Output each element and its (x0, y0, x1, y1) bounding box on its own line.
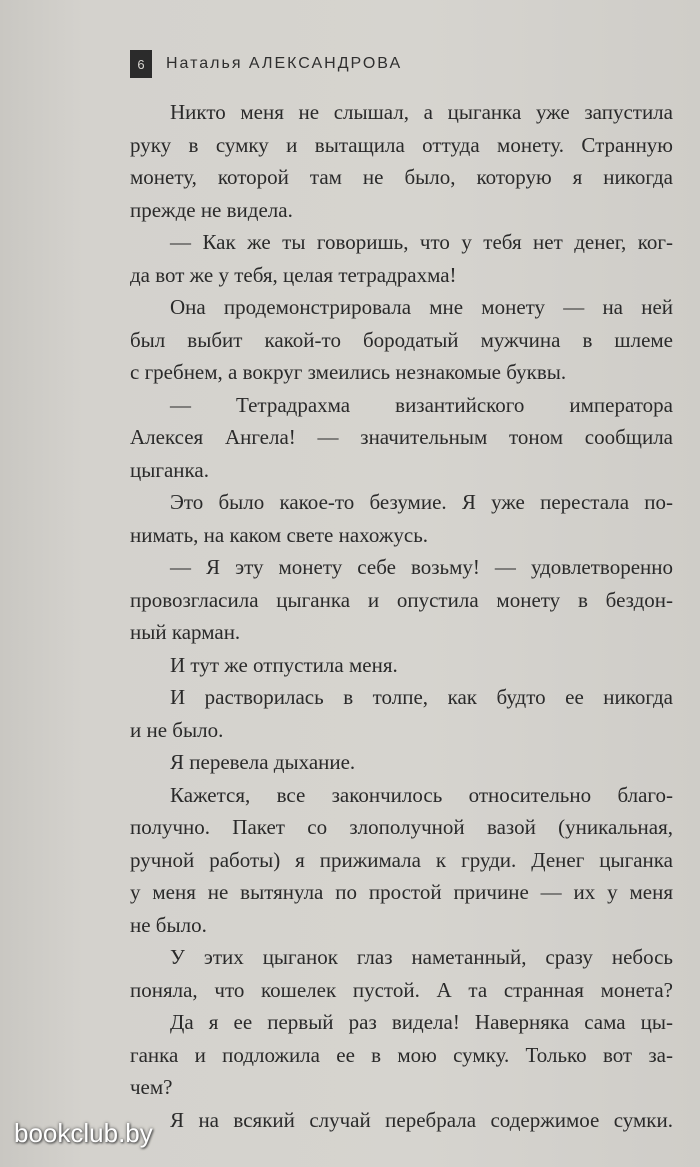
text-line: Она продемонстрировала мне монету — на ней (170, 295, 673, 319)
page-header (130, 50, 402, 78)
text-line: ручной работы) я прижимала к груди. Денег цыганка (130, 847, 673, 872)
watermark: bookclub.by (14, 1118, 153, 1148)
text-line: И растворилась в толпе, как будто ее никогда (170, 685, 673, 709)
text-line: Я перевела дыхание. (170, 750, 356, 774)
running-head: Наталья АЛЕКСАНДРОВА (166, 55, 403, 72)
text-line: поняла, что кошелек пустой. А та странная монета? (130, 977, 673, 1002)
text-line: У этих цыганок глаз наметанный, сразу небось (170, 945, 673, 969)
body-text (130, 96, 673, 1136)
text-line: нимать, на каком свете нахожусь. (130, 522, 429, 547)
text-line: и не было. (130, 717, 224, 742)
text-line: прежде не видела. (130, 197, 293, 222)
text-line: ганка и подложила ее в мою сумку. Только вот за- (130, 1042, 673, 1067)
text-line: не было. (130, 912, 207, 937)
text-line: Это было какое-то безумие. Я уже перестала по- (170, 490, 673, 514)
text-line: руку в сумку и вытащила оттуда монету. Странную (130, 132, 673, 157)
text-line: чем? (130, 1075, 173, 1099)
text-line: провозгласила цыганка и опустила монету в бездон- (130, 587, 673, 612)
text-line: да вот же у тебя, целая тетрадрахма! (130, 262, 457, 287)
text-line: Кажется, все закончилось относительно благо- (170, 782, 673, 807)
text-line: цыганка. (130, 457, 209, 482)
text-line: Алексея Ангела! — значительным тоном сообщила (130, 425, 673, 449)
text-line: был выбит какой-то бородатый мужчина в шлеме (130, 327, 673, 352)
text-line: И тут же отпустила меня. (170, 652, 398, 677)
text-line: получно. Пакет со злополучной вазой (уникальная, (130, 815, 673, 839)
text-line: Никто меня не слышал, а цыганка уже запустила (170, 100, 673, 124)
text-line: ный карман. (130, 620, 241, 644)
text-line: Да я ее первый раз видела! Наверняка сама цы- (170, 1010, 673, 1034)
text-line: с гребнем, а вокруг змеились незнакомые буквы. (130, 360, 567, 384)
text-line: — Как же ты говоришь, что у тебя нет денег, ког- (170, 230, 673, 254)
page-number: 6 (130, 50, 152, 78)
text-line: Я на всякий случай перебрала содержимое сумки. (170, 1107, 673, 1132)
text-line: — Я эту монету себе возьму! — удовлетворенно (170, 555, 673, 579)
text-line: у меня не вытянула по простой причине — их у меня (130, 880, 673, 904)
text-line: — Тетрадрахма византийского императора (170, 392, 673, 417)
text-line: монету, которой там не было, которую я никогда (130, 165, 673, 189)
